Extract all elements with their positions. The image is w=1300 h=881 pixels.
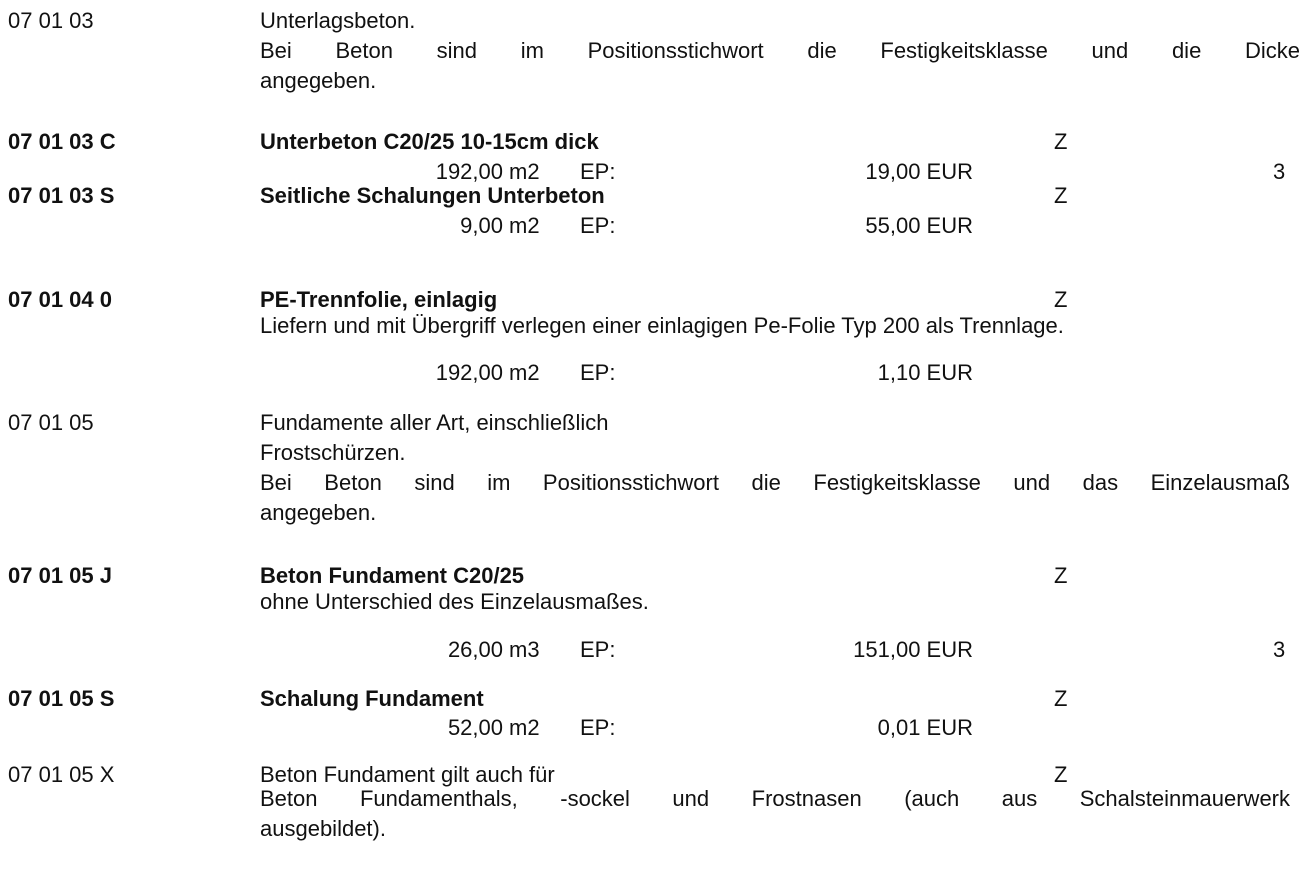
ep-label: EP: <box>580 159 616 184</box>
text-line: angegeben. <box>260 500 377 525</box>
text-line: Unterlagsbeton. <box>260 8 416 33</box>
unit-price: 19,00 EUR <box>865 159 973 184</box>
position-number: 07 01 03 <box>8 8 94 33</box>
quantity-value: 192,00 <box>435 360 503 385</box>
unit-price: 55,00 EUR <box>865 213 973 238</box>
position-description: Liefern und mit Übergriff verlegen einer einlagigen Pe-Folie Typ 200 als Trennlage. <box>260 313 1064 338</box>
position-description: ohne Unterschied des Einzelausmaßes. <box>260 589 649 614</box>
position-title: Unterbeton C20/25 10-15cm dick <box>260 129 599 154</box>
z-marker: Z <box>1054 563 1068 588</box>
text-line: Bei Beton sind im Positionsstichwort die Festigkeitsklasse und die Dicke <box>260 38 1300 63</box>
position-text <box>260 408 1290 528</box>
position-number: 07 01 05 J <box>8 563 112 588</box>
position-text <box>260 6 1300 96</box>
position-number: 07 01 05 <box>8 410 94 435</box>
text-line: ausgebildet). <box>260 816 386 841</box>
text-line: Bei Beton sind im Positionsstichwort die Festigkeitsklasse und das Einzelausmaß <box>260 470 1290 495</box>
text-line: Beton Fundamenthals, -sockel und Frostnasen (auch aus Schalsteinmauerwerk <box>260 786 1290 811</box>
quantity-value: 192,00 <box>435 159 503 184</box>
unit: m2 <box>509 360 540 385</box>
unit: m3 <box>509 637 540 662</box>
position-number: 07 01 04 0 <box>8 287 112 312</box>
quantity-value: 9,00 <box>460 213 503 238</box>
z-marker: Z <box>1054 183 1068 208</box>
unit-price: 1,10 EUR <box>877 360 973 385</box>
unit-price: 151,00 EUR <box>853 637 973 662</box>
text-line: Fundamente aller Art, einschließlich <box>260 410 609 435</box>
ep-label: EP: <box>580 715 616 740</box>
position-text <box>260 784 1290 844</box>
text-line: Frostschürzen. <box>260 440 406 465</box>
ep-label: EP: <box>580 637 616 662</box>
position-title: Beton Fundament gilt auch für <box>260 762 555 787</box>
unit: m2 <box>509 213 540 238</box>
position-number: 07 01 03 S <box>8 183 115 208</box>
position-title: Schalung Fundament <box>260 686 484 711</box>
quantity-line <box>0 360 1280 390</box>
position-title: Seitliche Schalungen Unterbeton <box>260 183 605 208</box>
quantity-line <box>0 213 1280 243</box>
position-title: Beton Fundament C20/25 <box>260 563 525 588</box>
ep-label: EP: <box>580 213 616 238</box>
position-number: 07 01 05 S <box>8 686 115 711</box>
quantity-value: 26,00 <box>447 637 503 662</box>
z-marker: Z <box>1054 762 1068 787</box>
unit: m2 <box>509 159 540 184</box>
quantity-line <box>0 637 1286 667</box>
cut-off-digit: 3 <box>1273 637 1286 662</box>
cut-off-digit: 3 <box>1273 159 1286 184</box>
position-number: 07 01 05 X <box>8 762 115 787</box>
z-marker: Z <box>1054 287 1068 312</box>
unit: m2 <box>509 715 540 740</box>
ep-label: EP: <box>580 360 616 385</box>
z-marker: Z <box>1054 686 1068 711</box>
quantity-line <box>0 159 1286 189</box>
position-number: 07 01 03 C <box>8 129 116 154</box>
z-marker: Z <box>1054 129 1068 154</box>
position-title: PE-Trennfolie, einlagig <box>260 287 498 312</box>
quantity-value: 52,00 <box>447 715 503 740</box>
quantity-line <box>0 715 1280 745</box>
text-line: angegeben. <box>260 68 377 93</box>
unit-price: 0,01 EUR <box>877 715 973 740</box>
